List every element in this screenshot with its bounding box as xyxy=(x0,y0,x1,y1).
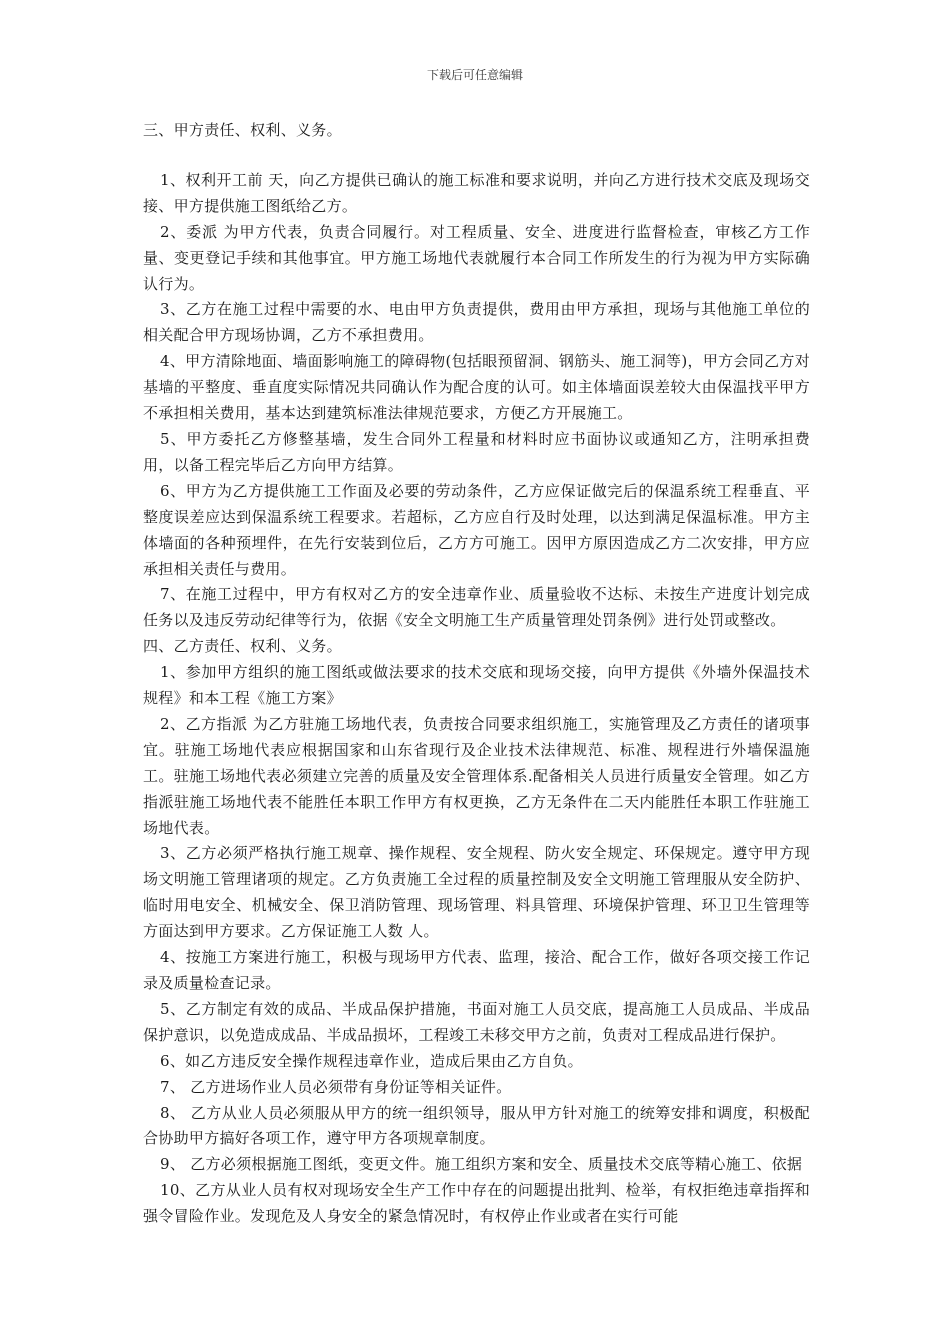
paragraph: 7、 乙方进场作业人员必须带有身份证等相关证件。 xyxy=(160,1077,512,1096)
paragraph: 1、参加甲方组织的施工图纸或做法要求的技术交底和现场交接，向甲方提供《外墙外保温技术规程》和本工程《施工方案》 xyxy=(143,663,810,708)
paragraph: 4、甲方清除地面、墙面影响施工的障碍物(包括眼预留洞、钢筋头、施工洞等)，甲方会同乙方对基墙的平整度、垂直度实际情况共同确认作为配合度的认可。如主体墙面误差较大由保温找平甲方不承担相关费用，基本达到建筑标准法律规范要求，方便乙方开展施工。 xyxy=(143,352,810,423)
paragraph: 3、乙方在施工过程中需要的水、电由甲方负责提供，费用由甲方承担，现场与其他施工单位的相关配合甲方现场协调，乙方不承担费用。 xyxy=(143,300,810,345)
paragraph: 3、乙方必须严格执行施工规章、操作规程、安全规程、防火安全规定、环保规定。遵守甲方现场文明施工管理诸项的规定。乙方负责施工全过程的质量控制及安全文明施工管理服从安全防护、临时用电安全、机械安全、保卫消防管理、现场管理、料具管理、环境保护管理、环卫卫生管理等方面达到甲方要求。乙方保证施工人数 人。 xyxy=(143,844,810,941)
paragraph: 6、如乙方违反安全操作规程违章作业，造成后果由乙方自负。 xyxy=(160,1051,583,1070)
paragraph: 4、按施工方案进行施工，积极与现场甲方代表、监理，接洽、配合工作，做好各项交接工作记录及质量检查记录。 xyxy=(143,948,810,992)
paragraph: 8、 乙方从业人员必须服从甲方的统一组织领导，服从甲方针对施工的统筹安排和调度，积极配合协助甲方搞好各项工作，遵守甲方各项规章制度。 xyxy=(143,1103,810,1148)
paragraph: 7、在施工过程中，甲方有权对乙方的安全违章作业、质量验收不达标、未按生产进度计划完成任务以及违反劳动纪律等行为，依据《安全文明施工生产质量管理处罚条例》进行处罚或整改。 xyxy=(143,585,810,630)
paragraph: 2、委派 为甲方代表，负责合同履行。对工程质量、安全、进度进行监督检查，审核乙方工作量、变更登记手续和其他事宜。甲方施工场地代表就履行本合同工作所发生的行为视为甲方实际确认行为。 xyxy=(143,222,810,293)
paragraph: 10、乙方从业人员有权对现场安全生产工作中存在的问题提出批判、检举，有权拒绝违章指挥和强令冒险作业。发现危及人身安全的紧急情况时，有权停止作业或者在实行可能 xyxy=(143,1181,810,1226)
paragraph: 9、 乙方必须根据施工图纸，变更文件。施工组织方案和安全、质量技术交底等精心施工、依据 xyxy=(160,1155,803,1174)
paragraph-gap xyxy=(143,144,810,168)
document-body xyxy=(143,118,810,1230)
paragraph: 6、甲方为乙方提供施工工作面及必要的劳动条件，乙方应保证做完后的保温系统工程垂直、平整度误差应达到保温系统工程要求。若超标，乙方应自行及时处理，以达到满足保温标准。甲方主体墙面的各种预埋件，在先行安装到位后，乙方方可施工。因甲方原因造成乙方二次安排，甲方应承担相关责任与费用。 xyxy=(143,481,810,578)
paragraph: 5、乙方制定有效的成品、半成品保护措施，书面对施工人员交底，提高施工人员成品、半成品保护意识，以免造成成品、半成品损坏，工程竣工未移交甲方之前，负责对工程成品进行保护。 xyxy=(143,999,810,1044)
paragraph: 1、权利开工前 天，向乙方提供已确认的施工标准和要求说明，并向乙方进行技术交底及现场交接、甲方提供施工图纸给乙方。 xyxy=(143,170,810,215)
paragraph: 5、甲方委托乙方修整基墙，发生合同外工程量和材料时应书面协议或通知乙方，注明承担费用，以备工程完毕后乙方向甲方结算。 xyxy=(143,429,810,474)
paragraph: 四、乙方责任、权利、义务。 xyxy=(143,637,342,656)
page-header: 下载后可任意编辑 xyxy=(426,68,523,82)
paragraph: 三、甲方责任、权利、义务。 xyxy=(143,121,342,139)
paragraph: 2、乙方指派 为乙方驻施工场地代表，负责按合同要求组织施工，实施管理及乙方责任的诸项事宜。驻施工场地代表应根据国家和山东省现行及企业技术法律规范、标准、规程进行外墙保温施工。驻施工场地代表必须建立完善的质量及安全管理体系.配备相关人员进行质量安全管理。如乙方指派驻施工场地代表不能胜任本职工作甲方有权更换，乙方无条件在二天内能胜任本职工作驻施工场地代表。 xyxy=(143,714,810,837)
